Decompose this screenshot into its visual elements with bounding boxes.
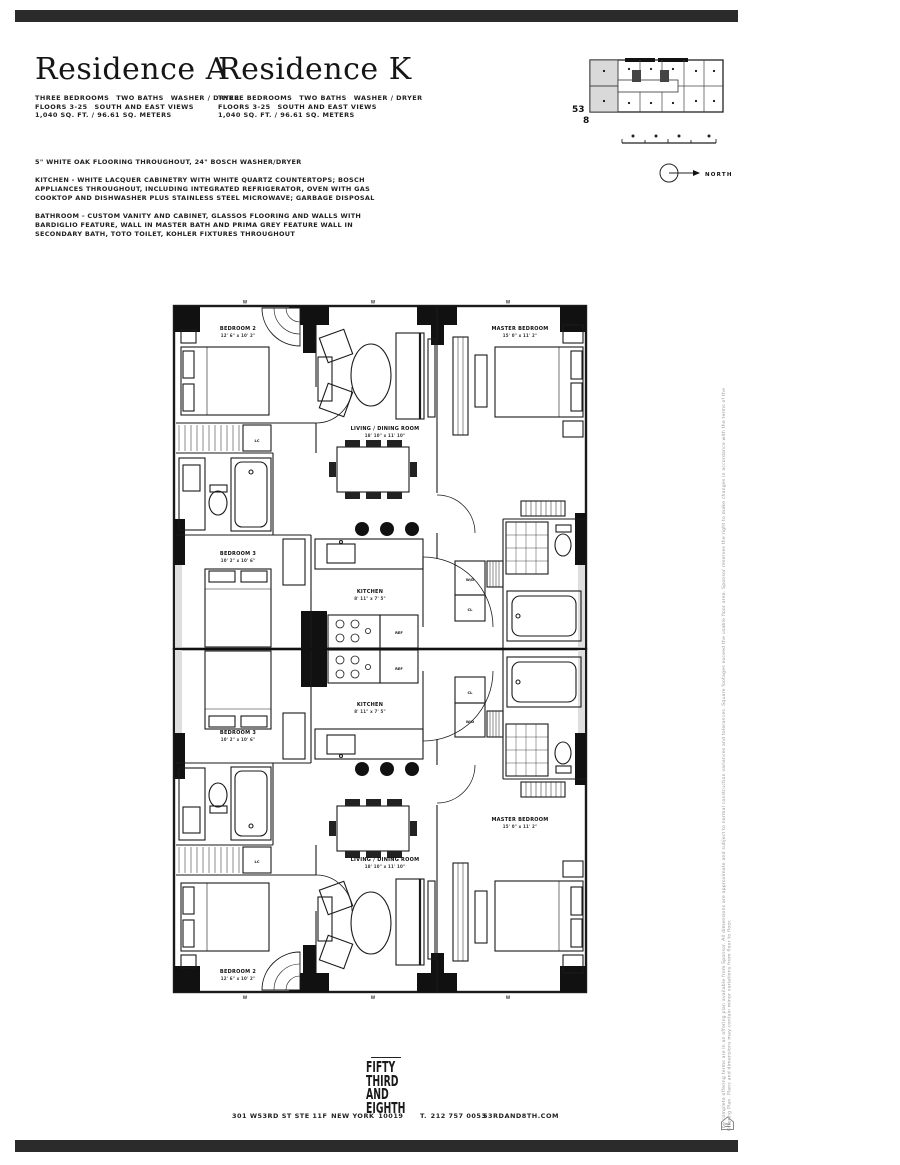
room-label-master: MASTER BEDROOM [491, 817, 549, 823]
svg-text:W: W [505, 995, 511, 1000]
residence-a-header [35, 52, 240, 120]
room-dims-master: 15' 0" x 11' 2" [502, 824, 538, 829]
room-label-living: LIVING / DINING ROOM [350, 857, 420, 863]
legal-disclaimer: The complete offering terms are in an offering plan available from Sponsor. All dimensions are approximate and subject to normal construction variances and tolerances. Square footages exceed the usable floor area. Sponsor reserves the right to make changes in accordance with the terms of the Offering Plan. Plans and dimensions may contain minor variations from floor to floor. [722, 387, 733, 1131]
room-dims-bedroom2: 12' 6" x 10' 2" [220, 976, 256, 981]
room-label-bedroom2: BEDROOM 2 [219, 969, 257, 975]
floor-plan [165, 297, 595, 1005]
room-label-bedroom3: BEDROOM 3 [219, 730, 257, 736]
closet-label-cl: CL [467, 691, 473, 695]
room-label-master: MASTER BEDROOM [491, 326, 549, 332]
fifty-third-and-eighth-logo [366, 1057, 410, 1115]
scale-bar [622, 135, 716, 143]
residence-a-title: Residence A [35, 52, 228, 87]
room-dims-master: 15' 0" x 11' 2" [502, 333, 538, 338]
street-53-label: 53 [572, 105, 585, 115]
residence-k-title: Residence K [218, 52, 412, 87]
room-label-bedroom3: BEDROOM 3 [219, 551, 257, 557]
room-label-kitchen: KITCHEN [356, 589, 384, 595]
bathroom-paragraph: BATHROOM - CUSTOM VANITY AND CABINET, GLASSOS FLOORING AND WALLS WITH BARDIGLIO FEATURE, WALL IN MASTER BATH AND PRIMA GREY FEATURE WALL IN SECONDARY BATH, TOTO TOILET, KOHLER FIXTURES THROUGHOUT [35, 212, 362, 238]
residence-k-header [218, 52, 423, 120]
closet-label-lc: LC [254, 439, 260, 443]
svg-text:W: W [370, 995, 376, 1000]
highlighted-unit-a [590, 60, 618, 86]
building-key-plan [570, 56, 730, 151]
svg-text:W: W [242, 995, 248, 1000]
elevator-core-icon [660, 70, 669, 82]
closet-label-lc: LC [254, 860, 260, 864]
highlighted-unit-k [590, 86, 618, 112]
svg-text:W: W [505, 299, 511, 305]
refrigerator-label: REF [395, 667, 403, 671]
room-dims-kitchen: 8' 11" x 7' 5" [354, 596, 386, 601]
logo-line-4: EIGHTH [366, 1098, 406, 1117]
flooring-paragraph: 5" WHITE OAK FLOORING THROUGHOUT, 24" BOSCH WASHER/DRYER [35, 158, 302, 166]
bottom-rule [15, 1140, 738, 1152]
room-label-living: LIVING / DINING ROOM [350, 426, 420, 432]
logo-line-1: FIFTY [366, 1058, 396, 1076]
residence-k-spec-3: 1,040 SQ. FT. / 96.61 SQ. METERS [218, 111, 355, 119]
phone-number: T. 212 757 0053 [420, 1112, 487, 1120]
room-dims-living: 18' 10" x 11' 10" [364, 864, 406, 869]
room-label-kitchen: KITCHEN [356, 702, 384, 708]
room-dims-bedroom2: 12' 6" x 10' 2" [220, 333, 256, 338]
refrigerator-label: REF [395, 631, 403, 635]
address: 301 W53RD ST STE 11F NEW YORK 10019 [232, 1112, 404, 1120]
residence-k-spec-1: THREE BEDROOMS TWO BATHS WASHER / DRYER [218, 94, 423, 102]
room-dims-kitchen: 8' 11" x 7' 5" [354, 709, 386, 714]
kitchen-paragraph: KITCHEN - WHITE LACQUER CABINETRY WITH WHITE QUARTZ COUNTERTOPS; BOSCH APPLIANCES THROUGHOUT, INCLUDING INTEGRATED REFRIGERATOR, OVEN WITH GAS COOKTOP AND DISHWASHER PLUS STAINLESS STEEL MICROWAVE; GARBAGE DISPOSAL [35, 176, 375, 202]
washer-dryer-label: W/D [465, 578, 475, 582]
feature-description [35, 158, 383, 248]
residence-k-spec-2: FLOORS 3-25 SOUTH AND EAST VIEWS [218, 102, 377, 111]
avenue-8-label: 8 [583, 116, 590, 126]
residence-a-spec-2: FLOORS 3-25 SOUTH AND EAST VIEWS [35, 102, 194, 111]
room-label-bedroom2: BEDROOM 2 [219, 326, 257, 332]
top-rule [15, 10, 738, 22]
residence-a-spec-1: THREE BEDROOMS TWO BATHS WASHER / DRYER [35, 94, 240, 102]
room-dims-bedroom3: 10' 2" x 10' 6" [220, 558, 256, 563]
logo-line-3: AND [366, 1085, 389, 1103]
room-dims-bedroom3: 10' 2" x 10' 6" [220, 737, 256, 742]
svg-text:W: W [370, 299, 376, 305]
room-dims-living: 18' 10" x 11' 10" [364, 433, 406, 438]
washer-dryer-label: W/D [465, 720, 475, 724]
logo-line-2: THIRD [366, 1071, 399, 1090]
website-url: 53RDAND8TH.COM [483, 1112, 559, 1120]
closet-label-cl: CL [467, 608, 473, 612]
north-arrow-icon [660, 164, 700, 182]
north-label: NORTH [705, 172, 733, 178]
north-arrow [655, 158, 740, 188]
elevator-core-icon [632, 70, 641, 82]
equal-housing-icon [720, 1116, 735, 1131]
svg-text:W: W [242, 299, 248, 305]
key-plan-footprint [590, 58, 723, 112]
residence-a-spec-3: 1,040 SQ. FT. / 96.61 SQ. METERS [35, 111, 172, 119]
